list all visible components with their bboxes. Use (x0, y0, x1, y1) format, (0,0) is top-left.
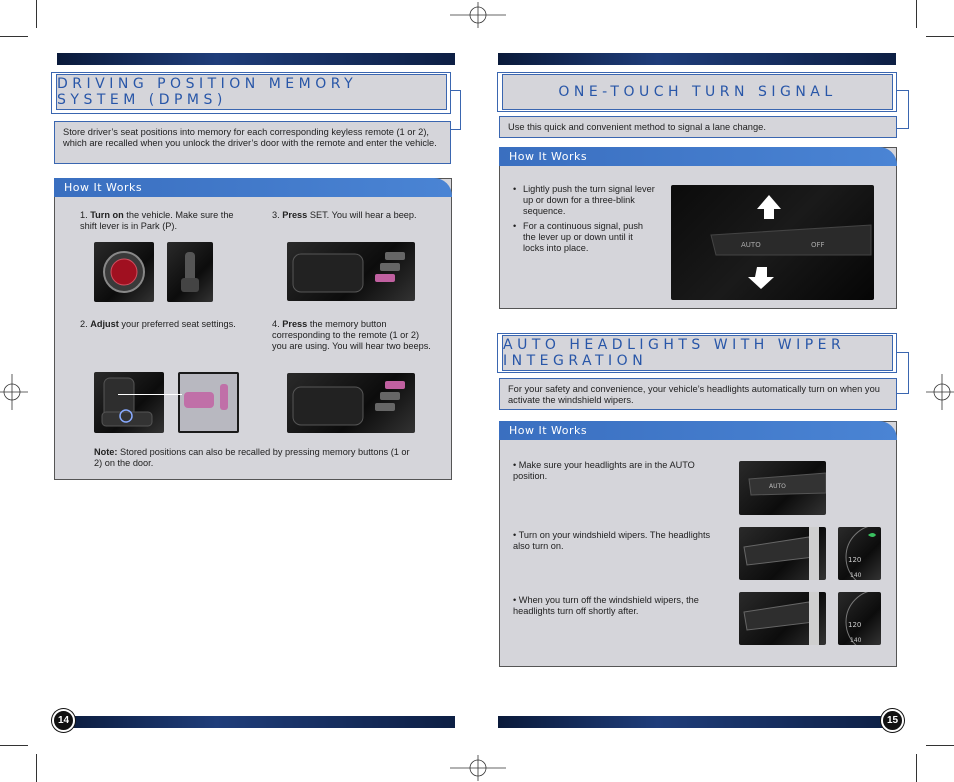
headlights-bullet-3: • When you turn off the windshield wipers, the headlights turn off shortly after. (513, 595, 699, 616)
signal-bullets (513, 184, 655, 258)
seat-switch-icon (178, 372, 239, 433)
dpms-title: DRIVING POSITION MEMORY SYSTEM (DPMS) (56, 74, 447, 110)
title-bracket (450, 90, 461, 130)
header-bar-right (498, 53, 896, 65)
headlight-indicator-on-photo (838, 527, 881, 580)
headlights-title: AUTO HEADLIGHTS WITH WIPER INTEGRATION (502, 335, 893, 371)
footer-bar-left (57, 716, 455, 728)
gauge-icon (838, 592, 881, 645)
crop-mark (36, 0, 37, 28)
step-2: 2. Adjust your preferred seat settings. (80, 319, 236, 329)
headlight-on-icon (868, 533, 876, 537)
crop-mark (916, 0, 917, 28)
step-4: 4. Press the memory button corresponding to the remote (1 or 2) you are using. You will hear two beeps. (272, 319, 431, 351)
shift-lever-icon (167, 242, 213, 302)
how-it-works-tab-headlights: How It Works (499, 421, 897, 440)
arrow-down-icon (748, 267, 774, 289)
crop-mark (916, 754, 917, 782)
turn-signal-lever-icon (671, 185, 874, 300)
crop-mark (0, 745, 28, 746)
footer-bar-right (498, 716, 896, 728)
seat-icon (94, 372, 164, 433)
header-bar-left (57, 53, 455, 65)
svg-text:AUTO: AUTO (741, 241, 761, 249)
svg-text:120: 120 (848, 556, 862, 564)
signal-title: ONE-TOUCH TURN SIGNAL (502, 74, 893, 110)
headlights-bullet-1: • Make sure your headlights are in the AUTO position. (513, 460, 695, 481)
door-memory-buttons-photo-2 (287, 373, 415, 433)
door-memory-buttons-photo (287, 242, 415, 301)
page-number-left: 14 (52, 709, 75, 732)
dpms-description: Store driver’s seat positions into memory for each corresponding keyless remote (1 or 2), which are recalled when you unlock the driver’s door with the remote and enter the vehicle. (54, 121, 451, 164)
engine-start-icon (94, 242, 154, 302)
crop-mark (0, 36, 28, 37)
gauge-icon (838, 527, 881, 580)
headlights-description: For your safety and convenience, your vehicle’s headlights automatically turn on when you activate the windshield wipers. (499, 378, 897, 410)
svg-text:140: 140 (850, 637, 862, 644)
callout-line (118, 394, 182, 395)
wiper-lever-photo (739, 527, 826, 580)
driver-seat-photo (94, 372, 164, 433)
crop-mark (926, 745, 954, 746)
step-3: 3. Press SET. You will hear a beep. (272, 210, 417, 220)
signal-bullet-1: • Lightly push the turn signal lever up or down for a three-blink sequence. (513, 184, 655, 217)
svg-text:OFF: OFF (811, 241, 825, 249)
page-number-right: 15 (881, 709, 904, 732)
registration-mark-top (450, 2, 506, 28)
registration-mark-bottom (450, 755, 506, 781)
headlight-switch-photo (739, 461, 826, 515)
door-panel-icon-2 (287, 373, 415, 433)
how-it-works-tab-left: How It Works (54, 178, 452, 197)
arrow-up-icon (757, 195, 781, 219)
seat-controls-photo (178, 372, 239, 433)
crop-mark (926, 36, 954, 37)
svg-text:140: 140 (850, 572, 862, 579)
headlight-switch-icon (739, 461, 826, 515)
signal-bullet-2: • For a continuous signal, push the lever up or down until it locks into place. (513, 221, 655, 254)
registration-mark-right (926, 370, 954, 414)
svg-text:120: 120 (848, 621, 862, 629)
dpms-note: Note: Stored positions can also be recalled by pressing memory buttons (1 or 2) on the door. (94, 447, 410, 468)
headlight-indicator-off-photo (838, 592, 881, 645)
door-panel-icon (287, 242, 415, 301)
signal-description: Use this quick and convenient method to signal a lane change. (499, 116, 897, 138)
shift-lever-photo (167, 242, 213, 302)
title-bracket (896, 352, 909, 394)
title-bracket (896, 90, 909, 129)
engine-start-button-photo (94, 242, 154, 302)
wiper-lever-icon (739, 527, 826, 580)
crop-mark (36, 754, 37, 782)
svg-text:AUTO: AUTO (769, 483, 786, 490)
registration-mark-left (0, 370, 28, 414)
step-1: 1. Turn on the vehicle. Make sure the shift lever is in Park (P). (80, 210, 234, 231)
turn-signal-lever-photo (671, 185, 874, 300)
wiper-lever-off-photo (739, 592, 826, 645)
headlights-bullet-2: • Turn on your windshield wipers. The headlights also turn on. (513, 530, 711, 551)
how-it-works-tab-signal: How It Works (499, 147, 897, 166)
wiper-lever-off-icon (739, 592, 826, 645)
